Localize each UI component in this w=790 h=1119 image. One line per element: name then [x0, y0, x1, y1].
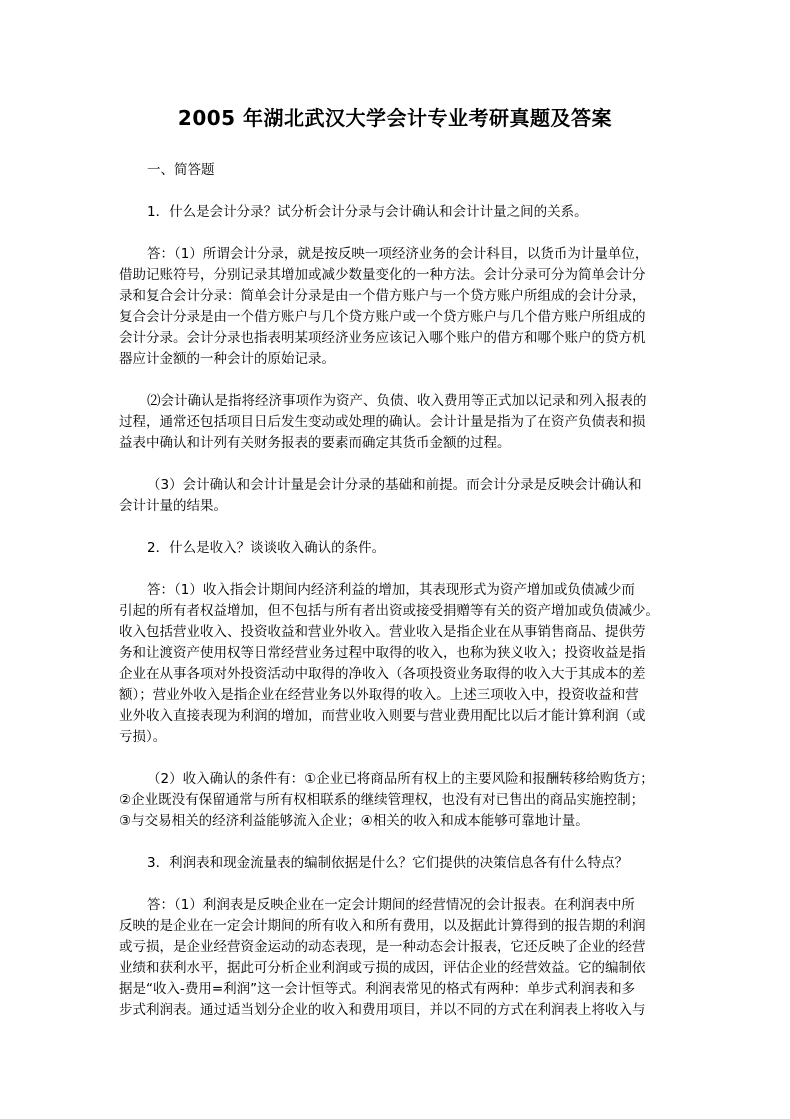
answer-2-part-1	[119, 580, 679, 748]
paragraph-line: 会计分录。会计分录也指表明某项经济业务应该记入哪个账户的借方和哪个账户的贷方机	[119, 330, 646, 346]
question-3-text: 3．利润表和现金流量表的编制依据是什么？它们提供的决策信息各有什么特点？	[147, 855, 629, 871]
paragraph-line: 借助记账符号，分别记录其增加或减少数量变化的一种方法。会计分录可分为简单会计分	[119, 267, 646, 283]
paragraph-line: 业外收入直接表现为利润的增加，而营业收入则要与营业费用配比以后才能计算利润（或	[119, 708, 646, 724]
paragraph-line: ②企业既没有保留通常与所有权相联系的继续管理权，也没有对已售出的商品实施控制；	[119, 792, 645, 808]
paragraph-line: 器应计金额的一种会计的原始记录。	[119, 351, 335, 367]
question-1	[119, 202, 679, 223]
answer-3-part-1	[119, 895, 679, 1021]
paragraph-line: 答：（1）收入指会计期间内经济利益的增加，其表现形式为资产增加或负债减少而	[147, 582, 635, 598]
answer-1-part-3	[119, 475, 679, 517]
paragraph-line: 务和让渡资产使用权等日常经营业务过程中取得的收入，也称为狭义收入；投资收益是指	[119, 645, 646, 661]
paragraph-line: 会计计量的结果。	[119, 498, 227, 514]
paragraph-line: 答：（1）所谓会计分录，就是按反映一项经济业务的会计科目，以货币为计量单位，	[147, 246, 649, 262]
question-2-text: 2．什么是收入？谈谈收入确认的条件。	[147, 540, 386, 556]
paragraph-line: 复合会计分录是由一个借方账户与几个贷方账户或一个贷方账户与几个借方账户所组成的	[119, 309, 646, 325]
question-1-text: 1．什么是会计分录？试分析会计分录与会计确认和会计计量之间的关系。	[147, 204, 588, 220]
paragraph-line: 亏损）。	[119, 729, 167, 745]
paragraph-line: （2）收入确认的条件有：①企业已将商品所有权上的主要风险和报酬转移给购货方；	[147, 771, 654, 787]
paragraph-line: 答：（1）利润表是反映企业在一定会计期间的经营情况的会计报表。在利润表中所	[147, 897, 635, 913]
paragraph-line: 收入包括营业收入、投资收益和营业外收入。营业收入是指企业在从事销售商品、提供劳	[119, 624, 646, 640]
paragraph-line: 步式利润表。通过适当划分企业的收入和费用项目，并以不同的方式在利润表上将收入与	[119, 1002, 646, 1018]
paragraph-line: ⑵会计确认是指将经济事项作为资产、负债、收入费用等正式加以记录和列入报表的	[147, 393, 647, 409]
question-2	[119, 538, 679, 559]
paragraph-line: 过程，通常还包括项目日后发生变动或处理的确认。会计计量是指为了在资产负债表和损	[119, 414, 646, 430]
paragraph-line: 或亏损，是企业经营资金运动的动态表现，是一种动态会计报表，它还反映了企业的经营	[119, 939, 646, 955]
paragraph-line: 据是“收入-费用=利润”这一会计恒等式。利润表常见的格式有两种：单步式利润表和多	[119, 981, 636, 997]
paragraph-line: ③与交易相关的经济利益能够流入企业；④相关的收入和成本能够可靠地计量。	[119, 813, 589, 829]
paragraph-line: 反映的是企业在一定会计期间的所有收入和所有费用，以及据此计算得到的报告期的利润	[119, 918, 646, 934]
paragraph-line: 益表中确认和计列有关财务报表的要素而确定其货币金额的过程。	[119, 435, 511, 451]
answer-2-part-2	[119, 769, 679, 832]
section-heading	[119, 160, 679, 181]
paragraph-line: 业绩和获利水平，据此可分析企业利润或亏损的成因，评估企业的经营效益。它的编制依	[119, 960, 646, 976]
paragraph-line: 企业在从事各项对外投资活动中取得的净收入（各项投资业务取得的收入大于其成本的差	[119, 666, 646, 682]
paragraph-line: 引起的所有者权益增加，但不包括与所有者出资或接受捐赠等有关的资产增加或负债减少。	[119, 603, 659, 619]
paragraph-line: 录和复合会计分录：简单会计分录是由一个借方账户与一个贷方账户所组成的会计分录，	[119, 288, 646, 304]
question-3	[119, 853, 679, 874]
paragraph-line: 额）；营业外收入是指企业在经营业务以外取得的收入。上述三项收入中，投资收益和营	[119, 687, 639, 703]
answer-1-part-2	[119, 391, 679, 454]
paragraph-line: （3）会计确认和会计计量是会计分录的基础和前提。而会计分录是反映会计确认和	[147, 477, 642, 493]
answer-1-part-1	[119, 244, 679, 370]
section-heading-text: 一、简答题	[147, 162, 215, 178]
document-body	[119, 160, 679, 1042]
document-title: 2005 年湖北武汉大学会计专业考研真题及答案	[177, 106, 613, 130]
